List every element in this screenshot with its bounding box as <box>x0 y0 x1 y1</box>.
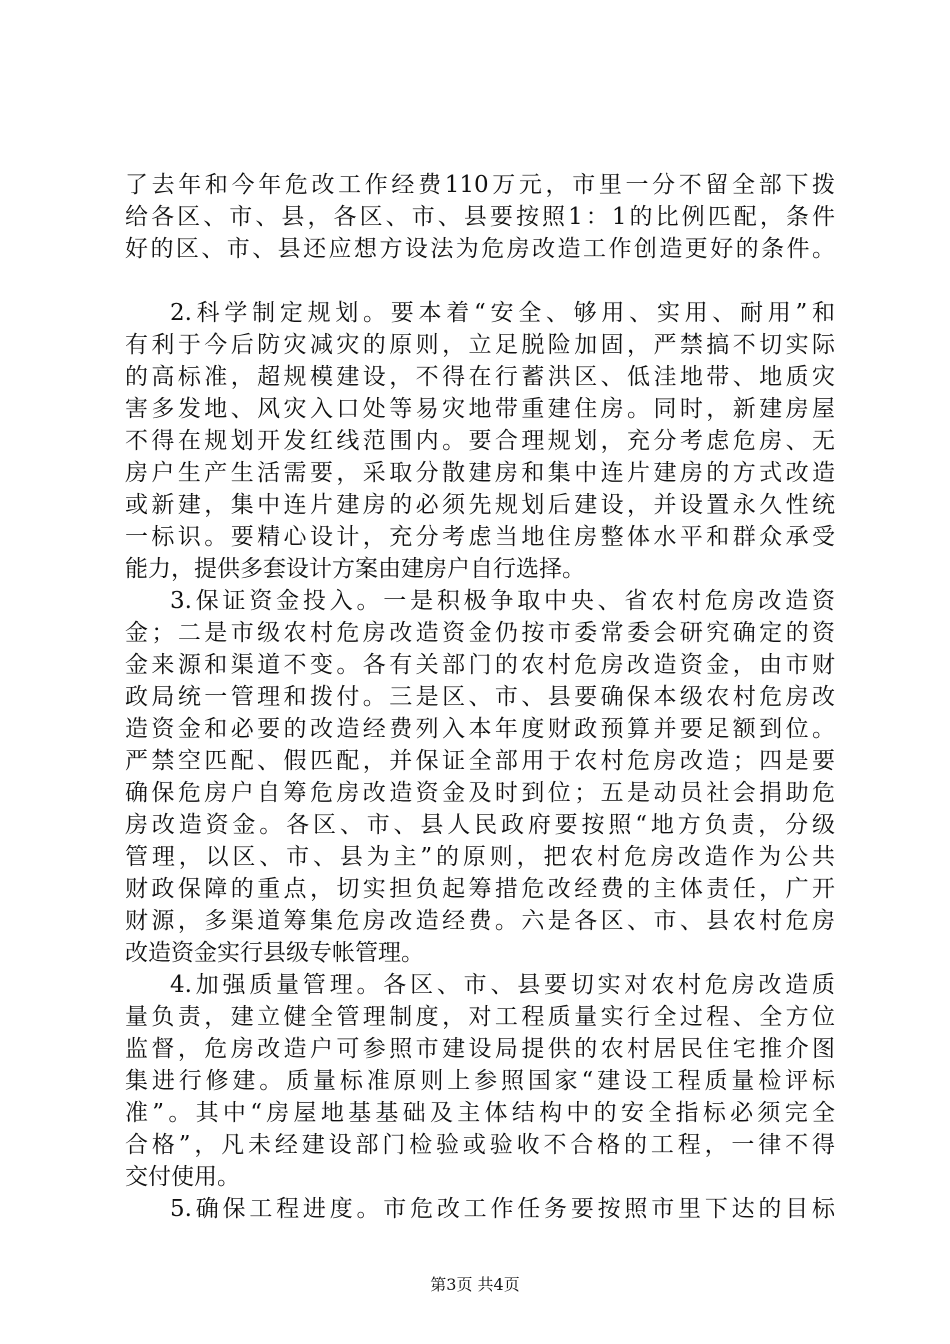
text-line: 不得在规划开发红线范围内。要合理规划，充分考虑危房、无 <box>125 428 835 454</box>
text-line: 4.加强质量管理。各区、市、县要切实对农村危房改造质 <box>170 972 835 998</box>
text-line: 政局统一管理和拨付。三是区、市、县要确保本级农村危房改 <box>125 684 835 710</box>
text-line: 金来源和渠道不变。各有关部门的农村危房改造资金，由市财 <box>125 652 835 678</box>
page-footer: 第3页 共4页 <box>430 1275 520 1294</box>
text-line: 严禁空匹配、假匹配，并保证全部用于农村危房改造；四是要 <box>125 748 835 774</box>
text-line: 能力，提供多套设计方案由建房户自行选择。 <box>125 556 585 582</box>
text-line: 的高标准，超规模建设，不得在行蓄洪区、低洼地带、地质灾 <box>125 364 835 390</box>
text-line: 一标识。要精心设计，充分考虑当地住房整体水平和群众承受 <box>125 524 835 550</box>
text-line: 有利于今后防灾减灾的原则，立足脱险加固，严禁搞不切实际 <box>125 332 835 358</box>
text-line: 交付使用。 <box>125 1164 240 1190</box>
text-line: 财政保障的重点，切实担负起筹措危改经费的主体责任，广开 <box>125 876 835 902</box>
text-line: 财源，多渠道筹集危房改造经费。六是各区、市、县农村危房 <box>125 908 835 934</box>
text-line: 量负责，建立健全管理制度，对工程质量实行全过程、全方位 <box>125 1004 835 1030</box>
text-line: 2.科学制定规划。要本着“安全、够用、实用、耐用”和 <box>170 300 835 326</box>
text-line: 或新建，集中连片建房的必须先规划后建设，并设置永久性统 <box>125 492 835 518</box>
text-line: 监督，危房改造户可参照市建设局提供的农村居民住宅推介图 <box>125 1036 835 1062</box>
text-line: 准”。其中“房屋地基基础及主体结构中的安全指标必须完全 <box>125 1100 835 1126</box>
text-line: 给各区、市、县，各区、市、县要按照1：1的比例匹配，条件 <box>125 204 835 230</box>
text-line: 房户生产生活需要，采取分散建房和集中连片建房的方式改造 <box>125 460 835 486</box>
text-line: 金；二是市级农村危房改造资金仍按市委常委会研究确定的资 <box>125 620 835 646</box>
text-line: 改造资金实行县级专帐管理。 <box>125 940 424 966</box>
text-line: 房改造资金。各区、市、县人民政府要按照“地方负责，分级 <box>125 812 835 838</box>
text-line: 好的区、市、县还应想方设法为危房改造工作创造更好的条件。 <box>125 236 835 262</box>
text-line: 了去年和今年危改工作经费110万元，市里一分不留全部下拨 <box>125 172 835 198</box>
text-line: 管理，以区、市、县为主”的原则，把农村危房改造作为公共 <box>125 844 835 870</box>
text-line: 害多发地、风灾入口处等易灾地带重建住房。同时，新建房屋 <box>125 396 835 422</box>
text-line: 集进行修建。质量标准原则上参照国家“建设工程质量检评标 <box>125 1068 835 1094</box>
text-line: 5.确保工程进度。市危改工作任务要按照市里下达的目标 <box>170 1196 835 1222</box>
text-line: 合格”，凡未经建设部门检验或验收不合格的工程，一律不得 <box>125 1132 835 1158</box>
text-line: 确保危房户自筹危房改造资金及时到位；五是动员社会捐助危 <box>125 780 835 806</box>
text-line: 3.保证资金投入。一是积极争取中央、省农村危房改造资 <box>170 588 835 614</box>
text-line: 造资金和必要的改造经费列入本年度财政预算并要足额到位。 <box>125 716 835 742</box>
